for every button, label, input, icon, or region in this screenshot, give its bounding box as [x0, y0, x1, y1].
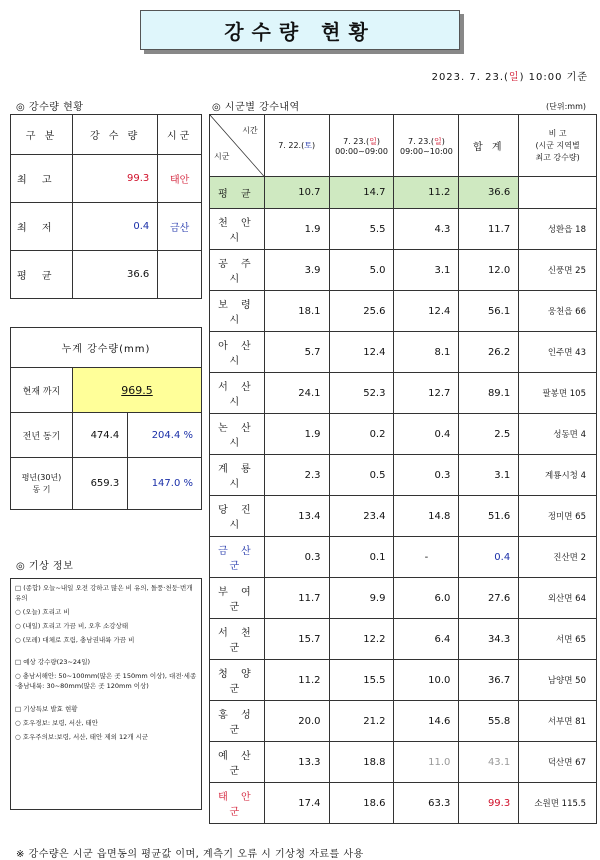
- value-cell: 13.3: [264, 742, 329, 783]
- value-cell: 8.1: [394, 332, 459, 373]
- total-cell: 34.3: [459, 619, 519, 660]
- note-cell: [519, 177, 597, 209]
- value-cell: 11.2: [394, 177, 459, 209]
- note-cell: 서면 65: [519, 619, 597, 660]
- region-name: 부 여 군: [210, 578, 265, 619]
- weather-line: ○ (내일) 흐리고 가끔 비, 오후 소강상태: [15, 622, 129, 631]
- regional-rainfall-table: [209, 114, 597, 824]
- value-cell: 18.8: [329, 742, 394, 783]
- summary-value: 99.3: [73, 155, 158, 203]
- table-row: [210, 414, 597, 455]
- total-cell: 2.5: [459, 414, 519, 455]
- value-cell: 18.6: [329, 783, 394, 824]
- current-value: 969.5: [121, 383, 153, 397]
- table-row: [210, 291, 597, 332]
- weather-line: □ (종합) 오늘~내일 오전 강하고 많은 비 유의, 돌풍·천둥·번개 유의: [15, 584, 193, 603]
- total-cell: 36.6: [459, 177, 519, 209]
- note-cell: 웅천읍 66: [519, 291, 597, 332]
- value-cell: 63.3: [394, 783, 459, 824]
- region-name: 금 산 군: [210, 537, 265, 578]
- current-label: 현재 까지: [11, 368, 73, 413]
- region-name: 계 룡 시: [210, 455, 265, 496]
- weather-heading: ◎ 기상 정보: [16, 561, 74, 572]
- total-cell: 12.0: [459, 250, 519, 291]
- prev-label: 전년 동기: [11, 413, 73, 458]
- weather-line: ○ (모레) 대체로 흐림, 충남권내륙 가끔 비: [15, 636, 135, 645]
- value-cell: 17.4: [264, 783, 329, 824]
- table-row: [210, 250, 597, 291]
- value-cell: 4.3: [394, 209, 459, 250]
- prev-value: 474.4: [73, 413, 128, 458]
- cumulative-table: [10, 327, 202, 510]
- value-cell: 3.1: [394, 250, 459, 291]
- header-col2: 7. 23.(일) 00:00~09:00: [329, 115, 394, 177]
- total-cell: 56.1: [459, 291, 519, 332]
- summary-region: 금산: [158, 203, 202, 251]
- main-heading: ◎ 시군별 강수내역: [212, 102, 300, 113]
- header-col3: 7. 23.(일) 09:00~10:00: [394, 115, 459, 177]
- value-cell: 15.5: [329, 660, 394, 701]
- value-cell: 12.7: [394, 373, 459, 414]
- note-cell: 남양면 50: [519, 660, 597, 701]
- region-name: 서 산 시: [210, 373, 265, 414]
- region-name: 홍 성 군: [210, 701, 265, 742]
- normal-value: 659.3: [73, 458, 128, 510]
- value-cell: 15.7: [264, 619, 329, 660]
- footer-note: ※ 강수량은 시군 읍면동의 평균값 이며, 계측기 오류 시 기상청 자료를 사용: [16, 849, 364, 860]
- summary-header-region: 시군: [158, 115, 202, 155]
- table-row: [210, 332, 597, 373]
- table-row: [210, 455, 597, 496]
- summary-row-min: [11, 203, 202, 251]
- summary-header-amount: 강 수 량: [73, 115, 158, 155]
- table-row: [210, 783, 597, 824]
- total-cell: 11.7: [459, 209, 519, 250]
- value-cell: 14.7: [329, 177, 394, 209]
- value-cell: 9.9: [329, 578, 394, 619]
- value-cell: 12.4: [329, 332, 394, 373]
- average-row: [210, 177, 597, 209]
- table-row: [210, 537, 597, 578]
- total-cell: 89.1: [459, 373, 519, 414]
- value-cell: 0.3: [264, 537, 329, 578]
- summary-label: 평 균: [11, 251, 73, 299]
- weather-line: □ 예상 강수량(23~24일): [15, 658, 91, 667]
- value-cell: 13.4: [264, 496, 329, 537]
- total-cell: 0.4: [459, 537, 519, 578]
- note-cell: 신풍면 25: [519, 250, 597, 291]
- header-note: 비 고 (시군 지역별 최고 강수량): [519, 115, 597, 177]
- note-cell: 덕산면 67: [519, 742, 597, 783]
- value-cell: 11.2: [264, 660, 329, 701]
- region-name: 공 주 시: [210, 250, 265, 291]
- value-cell: 0.2: [329, 414, 394, 455]
- value-cell: 0.4: [394, 414, 459, 455]
- summary-row-avg: [11, 251, 202, 299]
- diag-bottom-label: 시군: [214, 152, 230, 161]
- value-cell: 2.3: [264, 455, 329, 496]
- unit-label: (단위:mm): [546, 102, 586, 111]
- value-cell: 6.4: [394, 619, 459, 660]
- value-cell: 0.1: [329, 537, 394, 578]
- weather-line: ○ 호우주의보:보령, 서산, 태안 제외 12개 시군: [15, 732, 149, 741]
- total-cell: 51.6: [459, 496, 519, 537]
- region-name: 서 천 군: [210, 619, 265, 660]
- summary-header-category: 구 분: [11, 115, 73, 155]
- region-name: 태 안 군: [210, 783, 265, 824]
- table-row: [210, 209, 597, 250]
- total-cell: 99.3: [459, 783, 519, 824]
- value-cell: 24.1: [264, 373, 329, 414]
- summary-region: [158, 251, 202, 299]
- value-cell: 11.0: [394, 742, 459, 783]
- region-name: 평 균: [210, 177, 265, 209]
- summary-value: 0.4: [73, 203, 158, 251]
- value-cell: 3.9: [264, 250, 329, 291]
- weather-line: ○ 호우경보: 보령, 서산, 태안: [15, 718, 99, 727]
- note-cell: 진산면 2: [519, 537, 597, 578]
- total-cell: 26.2: [459, 332, 519, 373]
- note-cell: 서부면 81: [519, 701, 597, 742]
- current-value-cell: [73, 368, 202, 413]
- value-cell: 10.0: [394, 660, 459, 701]
- header-total: 합 계: [459, 115, 519, 177]
- region-name: 청 양 군: [210, 660, 265, 701]
- note-cell: 인주면 43: [519, 332, 597, 373]
- region-name: 아 산 시: [210, 332, 265, 373]
- note-cell: 성동면 4: [519, 414, 597, 455]
- value-cell: 0.3: [394, 455, 459, 496]
- value-cell: 23.4: [329, 496, 394, 537]
- table-row: [210, 701, 597, 742]
- total-cell: 43.1: [459, 742, 519, 783]
- note-cell: 외산면 64: [519, 578, 597, 619]
- weather-line: □ 기상특보 발효 현황: [15, 704, 78, 713]
- header-col1: [264, 115, 329, 177]
- value-cell: 1.9: [264, 414, 329, 455]
- region-name: 논 산 시: [210, 414, 265, 455]
- header-col1-text: 7. 22.(토): [278, 141, 316, 150]
- value-cell: 10.7: [264, 177, 329, 209]
- diag-top-label: 시간: [242, 126, 258, 135]
- table-row: [210, 660, 597, 701]
- value-cell: 5.5: [329, 209, 394, 250]
- table-row: [210, 742, 597, 783]
- page-title: 강수량 현황: [140, 10, 460, 50]
- summary-row-max: [11, 155, 202, 203]
- value-cell: 1.9: [264, 209, 329, 250]
- summary-label: 최 고: [11, 155, 73, 203]
- summary-label: 최 저: [11, 203, 73, 251]
- summary-region: 태안: [158, 155, 202, 203]
- value-cell: 6.0: [394, 578, 459, 619]
- diagonal-header-cell: [210, 115, 265, 177]
- value-cell: 20.0: [264, 701, 329, 742]
- table-row: [210, 578, 597, 619]
- normal-label: 평년(30년) 동 기: [11, 458, 73, 510]
- weather-line: ○ 충남서해안: 50~100mm(많은 곳 150mm 이상), 대전·세종·충남내륙: 30~80mm(많은 곳 120mm 이상): [15, 672, 197, 691]
- note-cell: 정미면 65: [519, 496, 597, 537]
- weather-line: ○ (오늘) 흐리고 비: [15, 608, 70, 617]
- value-cell: 12.2: [329, 619, 394, 660]
- total-cell: 55.8: [459, 701, 519, 742]
- note-cell: 팔봉면 105: [519, 373, 597, 414]
- value-cell: 11.7: [264, 578, 329, 619]
- normal-pct: 147.0 %: [128, 458, 202, 510]
- value-cell: 5.0: [329, 250, 394, 291]
- value-cell: 21.2: [329, 701, 394, 742]
- region-name: 보 령 시: [210, 291, 265, 332]
- weather-info-box: [10, 578, 202, 810]
- region-name: 예 산 군: [210, 742, 265, 783]
- value-cell: 52.3: [329, 373, 394, 414]
- value-cell: 25.6: [329, 291, 394, 332]
- region-name: 당 진 시: [210, 496, 265, 537]
- summary-table: [10, 114, 202, 299]
- value-cell: -: [394, 537, 459, 578]
- cumulative-header: 누계 강수량(mm): [11, 328, 202, 368]
- summary-heading: ◎ 강수량 현황: [16, 102, 84, 113]
- summary-value: 36.6: [73, 251, 158, 299]
- table-row: [210, 496, 597, 537]
- region-name: 천 안 시: [210, 209, 265, 250]
- value-cell: 0.5: [329, 455, 394, 496]
- value-cell: 14.6: [394, 701, 459, 742]
- reference-datetime: 2023. 7. 23.(일) 10:00 기준: [431, 72, 588, 83]
- value-cell: 5.7: [264, 332, 329, 373]
- total-cell: 3.1: [459, 455, 519, 496]
- note-cell: 성환읍 18: [519, 209, 597, 250]
- prev-pct: 204.4 %: [128, 413, 202, 458]
- value-cell: 18.1: [264, 291, 329, 332]
- table-row: [210, 619, 597, 660]
- total-cell: 36.7: [459, 660, 519, 701]
- note-cell: 계룡시청 4: [519, 455, 597, 496]
- total-cell: 27.6: [459, 578, 519, 619]
- value-cell: 12.4: [394, 291, 459, 332]
- note-cell: 소원면 115.5: [519, 783, 597, 824]
- table-row: [210, 373, 597, 414]
- value-cell: 14.8: [394, 496, 459, 537]
